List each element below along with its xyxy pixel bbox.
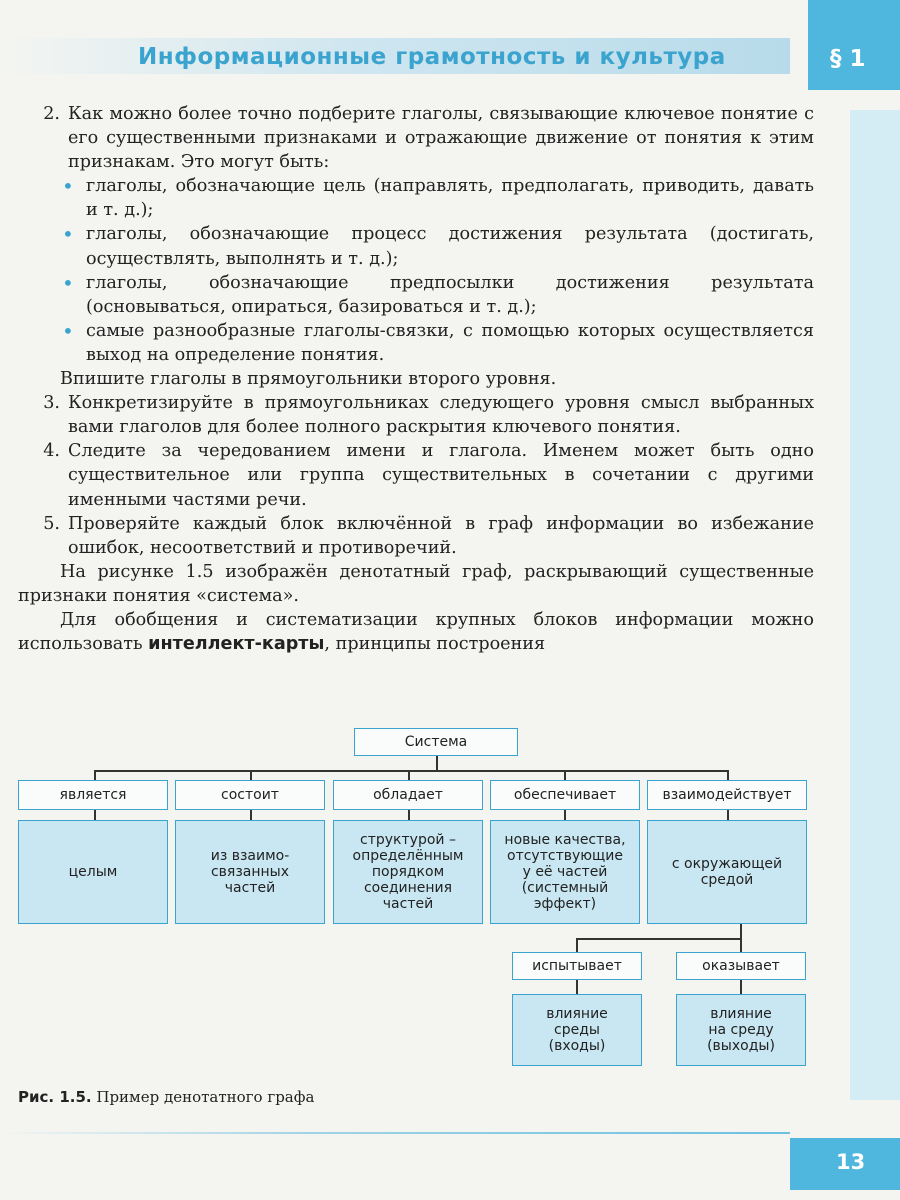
body-text bbox=[18, 102, 814, 656]
list-item-3 bbox=[18, 391, 814, 439]
connector-line bbox=[250, 770, 252, 780]
bullet-icon: • bbox=[62, 174, 74, 199]
bullet-item bbox=[60, 174, 814, 222]
connector-line bbox=[740, 924, 742, 938]
bullet-text: глаголы, обозначающие цель (направлять, предполагать, приводить, давать и т. д.); bbox=[86, 176, 814, 221]
connector-line bbox=[408, 770, 410, 780]
item-text: Как можно более точно подберите глаголы, связывающие ключевое понятие с его существенными признаками и отражающие движение от понятия к этим признакам. Это могут быть: bbox=[68, 104, 814, 173]
item-text: Проверяйте каждый блок включённой в граф информации во избежание ошибок, несоответствий и противоречий. bbox=[68, 513, 814, 558]
connector-line bbox=[727, 770, 729, 780]
connector-line bbox=[576, 938, 741, 940]
connector-line bbox=[740, 980, 742, 994]
graph-root-node: Система bbox=[354, 728, 518, 756]
connector-line bbox=[576, 980, 578, 994]
caption-text: Пример денотатного графа bbox=[96, 1088, 315, 1106]
page-number-tab bbox=[790, 1138, 900, 1190]
item-number: 2. bbox=[43, 104, 60, 124]
figure-caption bbox=[18, 1088, 314, 1106]
paragraph-text: , принципы построения bbox=[324, 634, 546, 655]
verb-node: является bbox=[18, 780, 168, 810]
connector-line bbox=[94, 770, 728, 772]
caption-label: Рис. 1.5. bbox=[18, 1088, 92, 1106]
bullet-text: самые разнообразные глаголы-связки, с помощью которых осуществляется выход на определение понятия. bbox=[86, 320, 814, 365]
connector-line bbox=[408, 810, 410, 820]
result-node: из взаимо- связанных частей bbox=[175, 820, 325, 924]
paragraph-mind-maps bbox=[18, 608, 814, 656]
sub-result-node: влияние среды (входы) bbox=[512, 994, 642, 1066]
result-node: структурой – определённым порядком соединения частей bbox=[333, 820, 483, 924]
bullet-item bbox=[60, 319, 814, 367]
list-item-5 bbox=[18, 512, 814, 560]
sub-result-node: влияние на среду (выходы) bbox=[676, 994, 806, 1066]
connector-line bbox=[250, 810, 252, 820]
page-number: 13 bbox=[836, 1150, 866, 1174]
section-label: § 1 bbox=[830, 46, 866, 72]
connector-line bbox=[740, 938, 742, 952]
section-tab bbox=[808, 0, 900, 90]
verb-node: состоит bbox=[175, 780, 325, 810]
connector-line bbox=[576, 938, 578, 952]
denotative-graph bbox=[0, 700, 900, 1080]
running-header-title: Информационные грамотность и культура bbox=[138, 44, 726, 70]
footer-rule bbox=[0, 1132, 790, 1134]
verb-node: взаимодействует bbox=[647, 780, 807, 810]
connector-line bbox=[564, 770, 566, 780]
connector-line bbox=[436, 754, 438, 770]
bullet-text: глаголы, обозначающие процесс достижения результата (достигать, осуществлять, выполнять и т. д.); bbox=[86, 224, 814, 269]
list-item-2 bbox=[18, 102, 814, 174]
connector-line bbox=[727, 810, 729, 820]
connector-line bbox=[94, 810, 96, 820]
instruction-line: Впишите глаголы в прямоугольники второго уровня. bbox=[60, 369, 557, 390]
item-number: 3. bbox=[43, 393, 60, 414]
item-number: 4. bbox=[43, 441, 60, 462]
bullet-item bbox=[60, 222, 814, 270]
bullet-text: глаголы, обозначающие предпосылки достижения результата (основываться, опираться, базироваться и т. д.); bbox=[86, 272, 814, 317]
item-number: 5. bbox=[43, 513, 60, 534]
sub-verb-node: оказывает bbox=[676, 952, 806, 980]
verb-node: обладает bbox=[333, 780, 483, 810]
bullet-item bbox=[60, 271, 814, 319]
verb-node: обеспечивает bbox=[490, 780, 640, 810]
item-text: Конкретизируйте в прямоугольниках следующего уровня смысл выбранных вами глаголов для более полного раскрытия ключевого понятия. bbox=[68, 393, 814, 438]
list-item-4 bbox=[18, 439, 814, 511]
bullet-icon: • bbox=[62, 222, 74, 247]
bold-term: интеллект-карты bbox=[148, 634, 325, 655]
connector-line bbox=[564, 810, 566, 820]
paragraph-figure-ref: На рисунке 1.5 изображён денотатный граф, раскрывающий существенные признаки понятия «система». bbox=[18, 561, 814, 606]
connector-line bbox=[94, 770, 96, 780]
bullet-icon: • bbox=[62, 270, 74, 295]
result-node: новые качества, отсутствующие у её частей (системный эффект) bbox=[490, 820, 640, 924]
bullet-icon: • bbox=[62, 318, 74, 343]
item-text: Следите за чередованием имени и глагола. Именем может быть одно существительное или группа существительных в сочетании с другими именными частями речи. bbox=[68, 441, 814, 510]
result-node: с окружающей средой bbox=[647, 820, 807, 924]
result-node: целым bbox=[18, 820, 168, 924]
paragraph-text: Для обобщения и систематизации крупных блоков информации можно использовать bbox=[18, 609, 814, 655]
sub-verb-node: испытывает bbox=[512, 952, 642, 980]
